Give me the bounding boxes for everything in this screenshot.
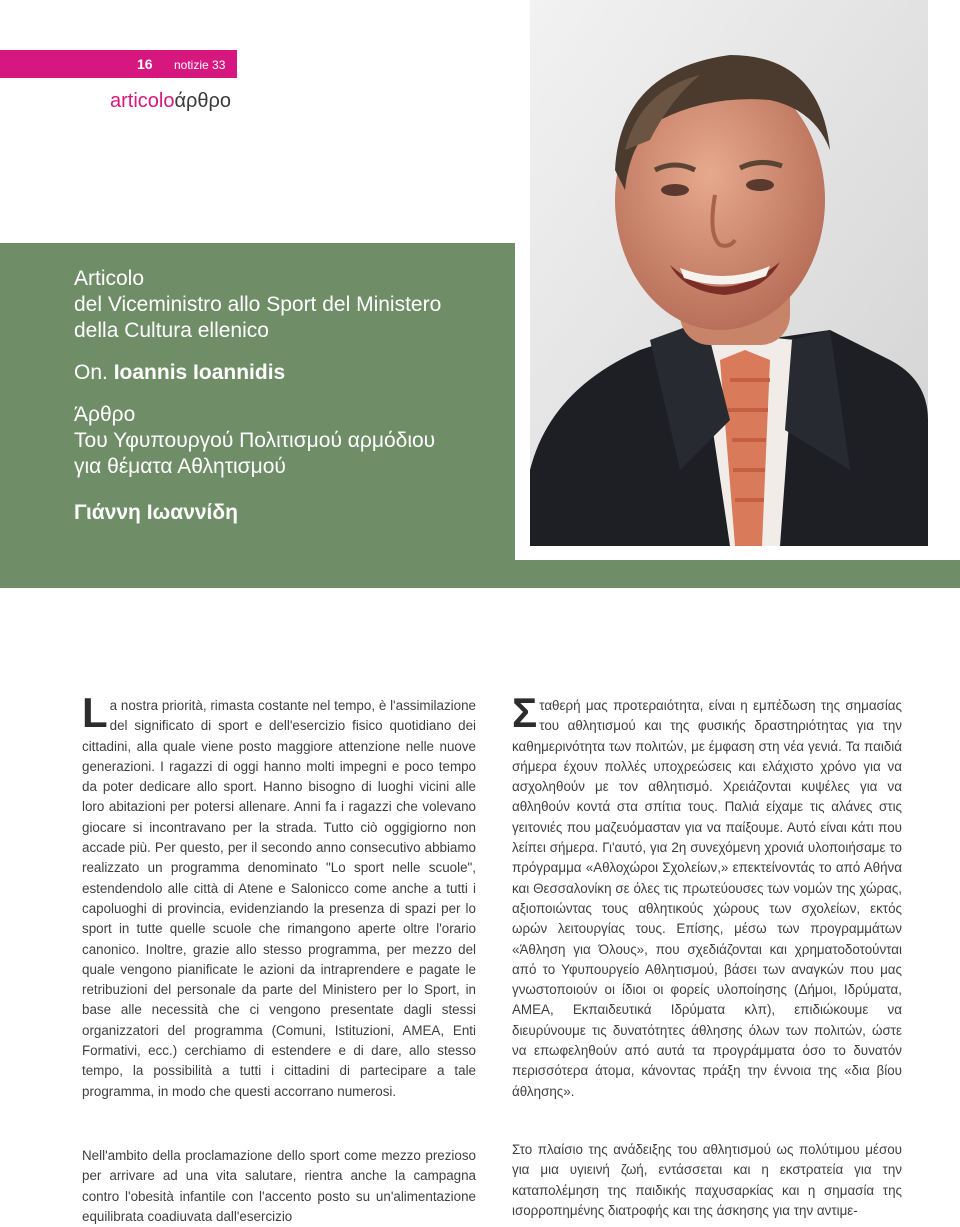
- portrait-photo: [530, 0, 928, 546]
- dropcap-it: L: [82, 689, 108, 736]
- article-gr-paragraph-2: Στο πλαίσιο της ανάδειξης του αθλητισμού ως πολύτιμου μέσου για μια υγιεινή ζωή, εντάσσεται και η εκστρατεία για την καταπολέμηση της παιδικής παχυσαρκίας και η σημασία της ισορροπημένης διατροφής και της άσκησης για την αντιμε-: [512, 1142, 902, 1218]
- article-greek: [512, 689, 902, 1102]
- title-it-line1: Articolo: [74, 267, 145, 290]
- article-gr-paragraph-1: ταθερή μας προτεραιότητα, είναι η εμπέδωση της σημασίας του αθλητισμού και της φυσικής δραστηριότητας για την καθημερινότητα των πολιτών, με έμφαση στη νέα γενιά. Τα παιδιά σήμερα έχουν πολλές υποχρεώσεις και ελάχιστο χρόνο για να ασχοληθούν με τον αθλητισμό. Χρειάζονται κυψέλες για να αθληθούν κοντά στα σπίτια τους. Παλιά είχαμε τις αλάνες στις γειτονιές που μαζευόμασταν για να παίξουμε. Αυτό είναι κάτι που λείπει σήμερα. Γι'αυτό, για 2η συνεχόμενη χρονιά υλοποιήσαμε το πρόγραμμα «Αθλοχώροι Σχολείων,» επεκτείνοντάς το από Αθήνα και Θεσσαλονίκη σε όλες τις πρωτεύουσες των νομών της χώρας, αξιοποιώντας τους αθλητικούς χώρους των σχολείων, εκτός ωρών λειτουργίας τους. Επίσης, μέσω των προγραμμάτων «Άθληση για Όλους», που σχεδιάζονται και χρηματοδοτούνται από το Υφυπουργείο Αθλητισμού, βάσει των αναγκών που μας γνωστοποιούν οι ίδιοι οι φορείς υλοποίησης (Δήμοι, Ιδρύματα, ΑΜΕΑ, Εκπαιδευτικά Ιδρύματα κλπ), επιδιώκουμε να διευρύνουμε τις δυνατότητες άθλησης όλων των πολιτών, ώστε να επωφεληθούν από αυτά τα προγράμματα όσο το δυνατόν περισσότερα άτομα, κάνοντας πράξη την έννοια της «δια βίου άθλησης».: [512, 698, 902, 1099]
- article-it-paragraph-2: Nell'ambito della proclamazione dello sport come mezzo prezioso per arrivare ad una vita salutare, rientra anche la campagna contro l'obesità infantile con l'accento posto su un'alimentazione equilibrata coadiuvata dall'esercizio: [82, 1148, 476, 1224]
- title-gr-line1: Άρθρο: [74, 403, 136, 426]
- article-italian: [82, 689, 476, 1102]
- section-label-it: articolo: [110, 90, 175, 112]
- title-it-line2: del Viceministro allo Sport del Ministero: [74, 293, 442, 316]
- title-block: [74, 266, 441, 526]
- dropcap-gr: Σ: [512, 689, 538, 736]
- author-name: Ioannis Ioannidis: [113, 361, 286, 384]
- page-number: 16: [137, 56, 153, 72]
- author-name-it: [74, 360, 441, 386]
- author-prefix: On.: [74, 361, 108, 384]
- portrait-illustration: [530, 0, 928, 546]
- article-it-paragraph-1: a nostra priorità, rimasta costante nel tempo, è l'assimilazione del significato di sport e dell'esercizio fisico quotidiano dei cittadini, alla quale viene posto maggiore attenzione nelle nuove generazioni. I ragazzi di oggi hanno molti impegni e poco tempo da poter dedicare allo sport. Hanno bisogno di luoghi vicini alle loro abitazioni per potersi allenare. Anni fa i ragazzi che volevano giocare si incontravano per la strada. Tutto ciò oggigiorno non accade più. Per questo, per il secondo anno consecutivo abbiamo realizzato un programma denominato "Lo sport nelle scuole", estendendolo alle città di Atene e Salonicco come anche a tutti i capoluoghi di provincia, evidenziando la presenza di spazi per lo sport in tutte quelle scuole che rimangono aperte oltre l'orario canonico. Inoltre, grazie allo stesso programma, per mezzo del quale vengono pianificate le azioni da intraprendere e pagate le retribuzioni del personale da parte del Ministero per lo Sport, in base alle necessità che ci vengono presentate dagli stessi organizzatori del programma (Comuni, Istituzioni, AMEA, Enti Formativi, ecc.) cerchiamo di estendere e di dare, allo stesso tempo, la possibilità a tutti i cittadini di partecipare a tale programma, in modo che questi accorrano numerosi.: [82, 698, 476, 1099]
- title-gr-line3: για θέματα Αθλητισμού: [74, 455, 286, 478]
- author-name-gr: Γιάννη Ιωαννίδη: [74, 501, 238, 524]
- section-label-gr: άρθρο: [174, 90, 232, 112]
- title-it-line3: della Cultura ellenico: [74, 319, 269, 342]
- section-label: [110, 90, 231, 113]
- title-gr-line2: Του Υφυπουργού Πολιτισμού αρμόδιου: [74, 429, 436, 452]
- issue-label: notizie 33: [174, 58, 226, 72]
